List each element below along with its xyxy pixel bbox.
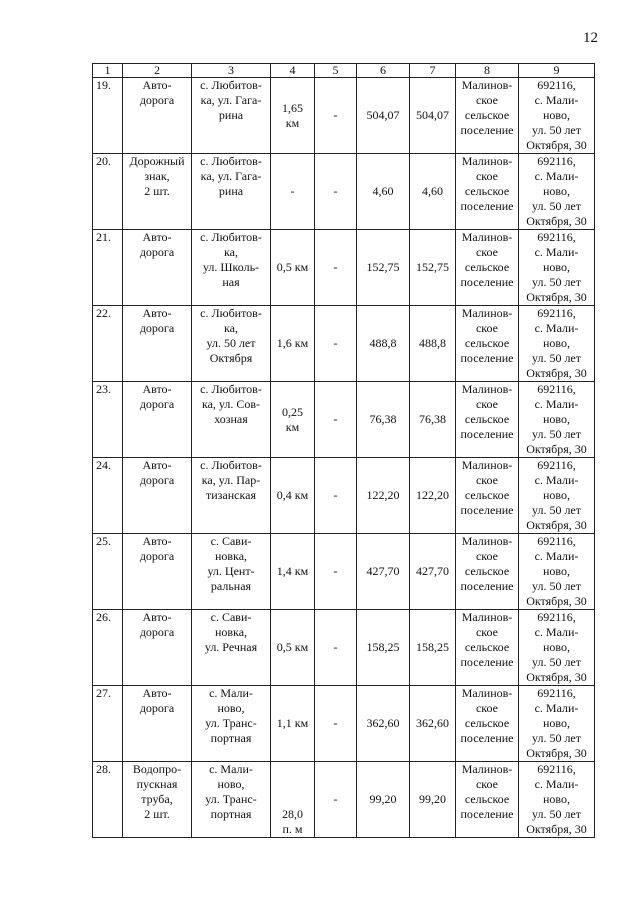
owner-address: 692116, с. Мали- ново, ул. 50 лет Октября, 30 — [519, 230, 595, 306]
object-length: 1,65 км — [271, 78, 315, 154]
object-location: с. Сави- новка, ул. Речная — [192, 610, 271, 686]
table-row — [93, 458, 595, 534]
column-6-value: 99,20 — [357, 762, 410, 838]
column-6-value: 152,75 — [357, 230, 410, 306]
column-header-9: 9 — [519, 64, 595, 78]
table-row — [93, 610, 595, 686]
column-7-value: 76,38 — [410, 382, 456, 458]
owner-name: Малинов- ское сельское поселение — [456, 382, 519, 458]
column-6-value: 4,60 — [357, 154, 410, 230]
object-name: Авто- дорога — [123, 230, 192, 306]
column-5-value: - — [315, 610, 357, 686]
object-location: с. Любитов- ка, ул. Сов- хозная — [192, 382, 271, 458]
column-7-value: 488,8 — [410, 306, 456, 382]
object-name: Авто- дорога — [123, 686, 192, 762]
object-name: Авто- дорога — [123, 458, 192, 534]
object-name: Водопро- пускная труба, 2 шт. — [123, 762, 192, 838]
object-length: 0,5 км — [271, 230, 315, 306]
object-length: 28,0 п. м — [271, 762, 315, 838]
row-number: 25. — [93, 534, 123, 610]
object-name: Авто- дорога — [123, 382, 192, 458]
object-location: с. Любитов- ка, ул. Пар- тизанская — [192, 458, 271, 534]
object-length: 0,25 км — [271, 382, 315, 458]
column-6-value: 427,70 — [357, 534, 410, 610]
column-6-value: 504,07 — [357, 78, 410, 154]
column-header-8: 8 — [456, 64, 519, 78]
row-number: 19. — [93, 78, 123, 154]
owner-address: 692116, с. Мали- ново, ул. 50 лет Октября, 30 — [519, 686, 595, 762]
column-7-value: 362,60 — [410, 686, 456, 762]
column-5-value: - — [315, 458, 357, 534]
owner-address: 692116, с. Мали- ново, ул. 50 лет Октября, 30 — [519, 78, 595, 154]
owner-name: Малинов- ское сельское поселение — [456, 686, 519, 762]
object-length: - — [271, 154, 315, 230]
row-number: 21. — [93, 230, 123, 306]
column-5-value: - — [315, 78, 357, 154]
column-5-value: - — [315, 306, 357, 382]
column-7-value: 427,70 — [410, 534, 456, 610]
page-number: 12 — [583, 30, 598, 46]
row-number: 22. — [93, 306, 123, 382]
column-7-value: 122,20 — [410, 458, 456, 534]
object-location: с. Любитов- ка, ул. Школь- ная — [192, 230, 271, 306]
column-5-value: - — [315, 534, 357, 610]
object-length: 0,4 км — [271, 458, 315, 534]
column-header-6: 6 — [357, 64, 410, 78]
column-header-2: 2 — [123, 64, 192, 78]
object-name: Авто- дорога — [123, 306, 192, 382]
owner-address: 692116, с. Мали- ново, ул. 50 лет Октября, 30 — [519, 762, 595, 838]
row-number: 24. — [93, 458, 123, 534]
column-7-value: 504,07 — [410, 78, 456, 154]
table-row — [93, 534, 595, 610]
owner-address: 692116, с. Мали- ново, ул. 50 лет Октября, 30 — [519, 382, 595, 458]
column-header-3: 3 — [192, 64, 271, 78]
object-location: с. Мали- ново, ул. Транс- портная — [192, 762, 271, 838]
owner-address: 692116, с. Мали- ново, ул. 50 лет Октября, 30 — [519, 306, 595, 382]
column-6-value: 158,25 — [357, 610, 410, 686]
object-name: Авто- дорога — [123, 78, 192, 154]
object-location: с. Любитов- ка, ул. Гага- рина — [192, 78, 271, 154]
row-number: 26. — [93, 610, 123, 686]
owner-name: Малинов- ское сельское поселение — [456, 762, 519, 838]
column-header-7: 7 — [410, 64, 456, 78]
owner-name: Малинов- ское сельское поселение — [456, 78, 519, 154]
owner-address: 692116, с. Мали- ново, ул. 50 лет Октября, 30 — [519, 458, 595, 534]
column-header-4: 4 — [271, 64, 315, 78]
column-7-value: 158,25 — [410, 610, 456, 686]
object-length: 1,4 км — [271, 534, 315, 610]
column-5-value: - — [315, 154, 357, 230]
table-row — [93, 306, 595, 382]
table-row — [93, 230, 595, 306]
column-5-value: - — [315, 230, 357, 306]
object-length: 0,5 км — [271, 610, 315, 686]
column-7-value: 4,60 — [410, 154, 456, 230]
column-header-1: 1 — [93, 64, 123, 78]
owner-address: 692116, с. Мали- ново, ул. 50 лет Октября, 30 — [519, 610, 595, 686]
object-location: с. Любитов- ка, ул. 50 лет Октября — [192, 306, 271, 382]
row-number: 28. — [93, 762, 123, 838]
column-6-value: 76,38 — [357, 382, 410, 458]
table-row — [93, 78, 595, 154]
row-number: 20. — [93, 154, 123, 230]
column-header-5: 5 — [315, 64, 357, 78]
object-location: с. Любитов- ка, ул. Гага- рина — [192, 154, 271, 230]
column-6-value: 488,8 — [357, 306, 410, 382]
object-length: 1,6 км — [271, 306, 315, 382]
table-row — [93, 686, 595, 762]
object-name: Авто- дорога — [123, 610, 192, 686]
row-number: 23. — [93, 382, 123, 458]
header-row — [93, 64, 595, 78]
owner-name: Малинов- ское сельское поселение — [456, 154, 519, 230]
owner-name: Малинов- ское сельское поселение — [456, 610, 519, 686]
property-registry-table — [92, 63, 595, 838]
object-location: с. Мали- ново, ул. Транс- портная — [192, 686, 271, 762]
owner-address: 692116, с. Мали- ново, ул. 50 лет Октября, 30 — [519, 154, 595, 230]
object-name: Дорожный знак, 2 шт. — [123, 154, 192, 230]
column-5-value: - — [315, 382, 357, 458]
column-6-value: 362,60 — [357, 686, 410, 762]
table-row — [93, 762, 595, 838]
column-5-value: - — [315, 762, 357, 838]
object-location: с. Сави- новка, ул. Цент- ральная — [192, 534, 271, 610]
object-name: Авто- дорога — [123, 534, 192, 610]
owner-name: Малинов- ское сельское поселение — [456, 458, 519, 534]
owner-address: 692116, с. Мали- ново, ул. 50 лет Октября, 30 — [519, 534, 595, 610]
column-7-value: 99,20 — [410, 762, 456, 838]
owner-name: Малинов- ское сельское поселение — [456, 306, 519, 382]
column-7-value: 152,75 — [410, 230, 456, 306]
column-5-value: - — [315, 686, 357, 762]
owner-name: Малинов- ское сельское поселение — [456, 230, 519, 306]
table-row — [93, 382, 595, 458]
object-length: 1,1 км — [271, 686, 315, 762]
column-6-value: 122,20 — [357, 458, 410, 534]
row-number: 27. — [93, 686, 123, 762]
table-row — [93, 154, 595, 230]
owner-name: Малинов- ское сельское поселение — [456, 534, 519, 610]
